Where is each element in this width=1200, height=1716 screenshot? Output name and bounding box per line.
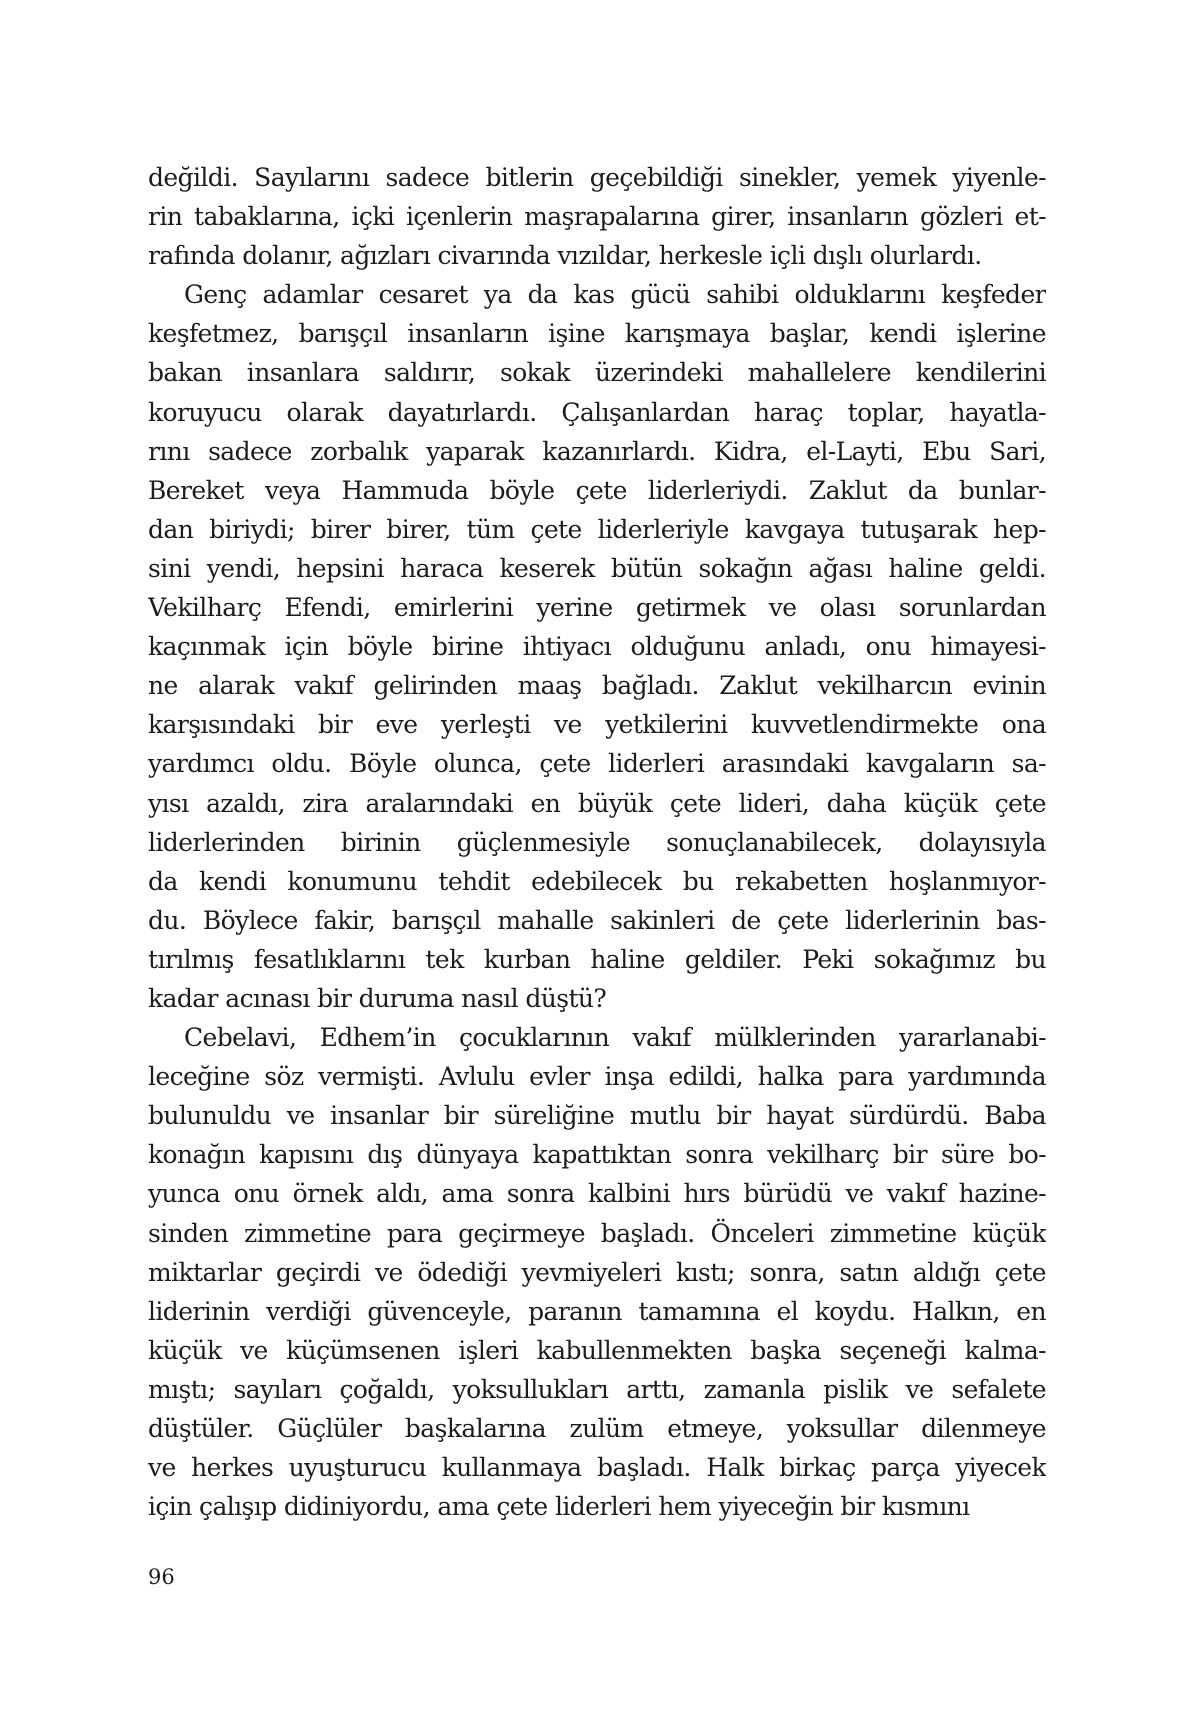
- text-line: değildi. Sayılarını sadece bitlerin geçebildiği sinekler, yemek yiyenle-: [148, 163, 1046, 192]
- text-line: kadar acınası bir duruma nasıl düştü?: [148, 983, 607, 1013]
- text-line: rin tabaklarına, içki içenlerin maşrapalarına girer, insanların gözleri et-: [148, 202, 1046, 232]
- text-line: küçük ve küçümsenen işleri kabullenmekten başka seçeneği kalma-: [148, 1335, 1046, 1365]
- text-line: yunca onu örnek aldı, ama sonra kalbini hırs bürüdü ve vakıf hazine-: [148, 1179, 1046, 1209]
- text-line: ne alarak vakıf gelirinden maaş bağladı. Zaklut vekilharcın evinin: [148, 671, 1046, 701]
- text-line: Vekilharç Efendi, emirlerini yerine getirmek ve olası sorunlardan: [148, 593, 1046, 623]
- text-line: Bereket veya Hammuda böyle çete liderleriydi. Zaklut da bunlar-: [148, 475, 1046, 505]
- text-line: rını sadece zorbalık yaparak kazanırlardı. Kidra, el-Layti, Ebu Sari,: [148, 436, 1046, 466]
- text-line: leceğine söz vermişti. Avlulu evler inşa edildi, halka para yardımında: [148, 1062, 1046, 1092]
- text-line: da kendi konumunu tehdit edebilecek bu rekabetten hoşlanmıyor-: [148, 866, 1046, 896]
- text-line: düştüler. Güçlüler başkalarına zulüm etmeye, yoksullar dilenmeye: [148, 1414, 1046, 1443]
- text-line: yardımcı oldu. Böyle olunca, çete liderleri arasındaki kavgaların sa-: [148, 749, 1046, 779]
- text-line: liderlerinden birinin güçlenmesiyle sonuçlanabilecek, dolayısıyla: [148, 827, 1046, 857]
- paragraph: [148, 275, 1046, 1018]
- body-text: [148, 158, 1046, 1526]
- text-line: sinden zimmetine para geçirmeye başladı. Önceleri zimmetine küçük: [148, 1218, 1046, 1248]
- text-line: Cebelavi, Edhem’in çocuklarının vakıf mülklerinden yararlanabi-: [184, 1023, 1046, 1053]
- text-line: için çalışıp didiniyordu, ama çete liderleri hem yiyeceğin bir kısmını: [148, 1492, 970, 1522]
- text-line: konağın kapısını dış dünyaya kapattıktan sonra vekilharç bir süre bo-: [148, 1140, 1046, 1170]
- text-line: mıştı; sayıları çoğaldı, yoksullukları arttı, zamanla pislik ve sefalete: [148, 1374, 1046, 1404]
- text-line: rafında dolanır, ağızları civarında vızıldar, herkesle içli dışlı olurlardı.: [148, 241, 982, 271]
- text-line: tırılmış fesatlıklarını tek kurban haline geldiler. Peki sokağımız bu: [148, 944, 1046, 974]
- page-number: 96: [148, 1565, 175, 1589]
- paragraph: [148, 158, 1046, 275]
- text-line: Genç adamlar cesaret ya da kas gücü sahibi olduklarını keşfeder: [184, 280, 1046, 310]
- text-line: koruyucu olarak dayatırlardı. Çalışanlardan haraç toplar, hayatla-: [148, 397, 1046, 427]
- text-line: dan biriydi; birer birer, tüm çete liderleriyle kavgaya tutuşarak hep-: [148, 514, 1046, 544]
- paragraph: [148, 1018, 1046, 1526]
- text-line: bulunuldu ve insanlar bir süreliğine mutlu bir hayat sürdürdü. Baba: [148, 1101, 1046, 1131]
- text-line: miktarlar geçirdi ve ödediği yevmiyeleri kıstı; sonra, satın aldığı çete: [148, 1257, 1046, 1287]
- text-line: liderinin verdiği güvenceyle, paranın tamamına el koydu. Halkın, en: [148, 1296, 1046, 1326]
- text-line: ve herkes uyuşturucu kullanmaya başladı. Halk birkaç parça yiyecek: [148, 1453, 1046, 1483]
- text-line: karşısındaki bir eve yerleşti ve yetkilerini kuvvetlendirmekte ona: [148, 710, 1046, 740]
- text-line: bakan insanlara saldırır, sokak üzerindeki mahallelere kendilerini: [148, 358, 1046, 388]
- text-line: sini yendi, hepsini haraca keserek bütün sokağın ağası haline geldi.: [148, 553, 1046, 583]
- text-line: yısı azaldı, zira aralarındaki en büyük çete lideri, daha küçük çete: [148, 788, 1046, 818]
- text-line: kaçınmak için böyle birine ihtiyacı olduğunu anladı, onu himayesi-: [148, 632, 1046, 662]
- text-line: du. Böylece fakir, barışçıl mahalle sakinleri de çete liderlerinin bas-: [148, 905, 1046, 935]
- text-line: keşfetmez, barışçıl insanların işine karışmaya başlar, kendi işlerine: [148, 319, 1046, 349]
